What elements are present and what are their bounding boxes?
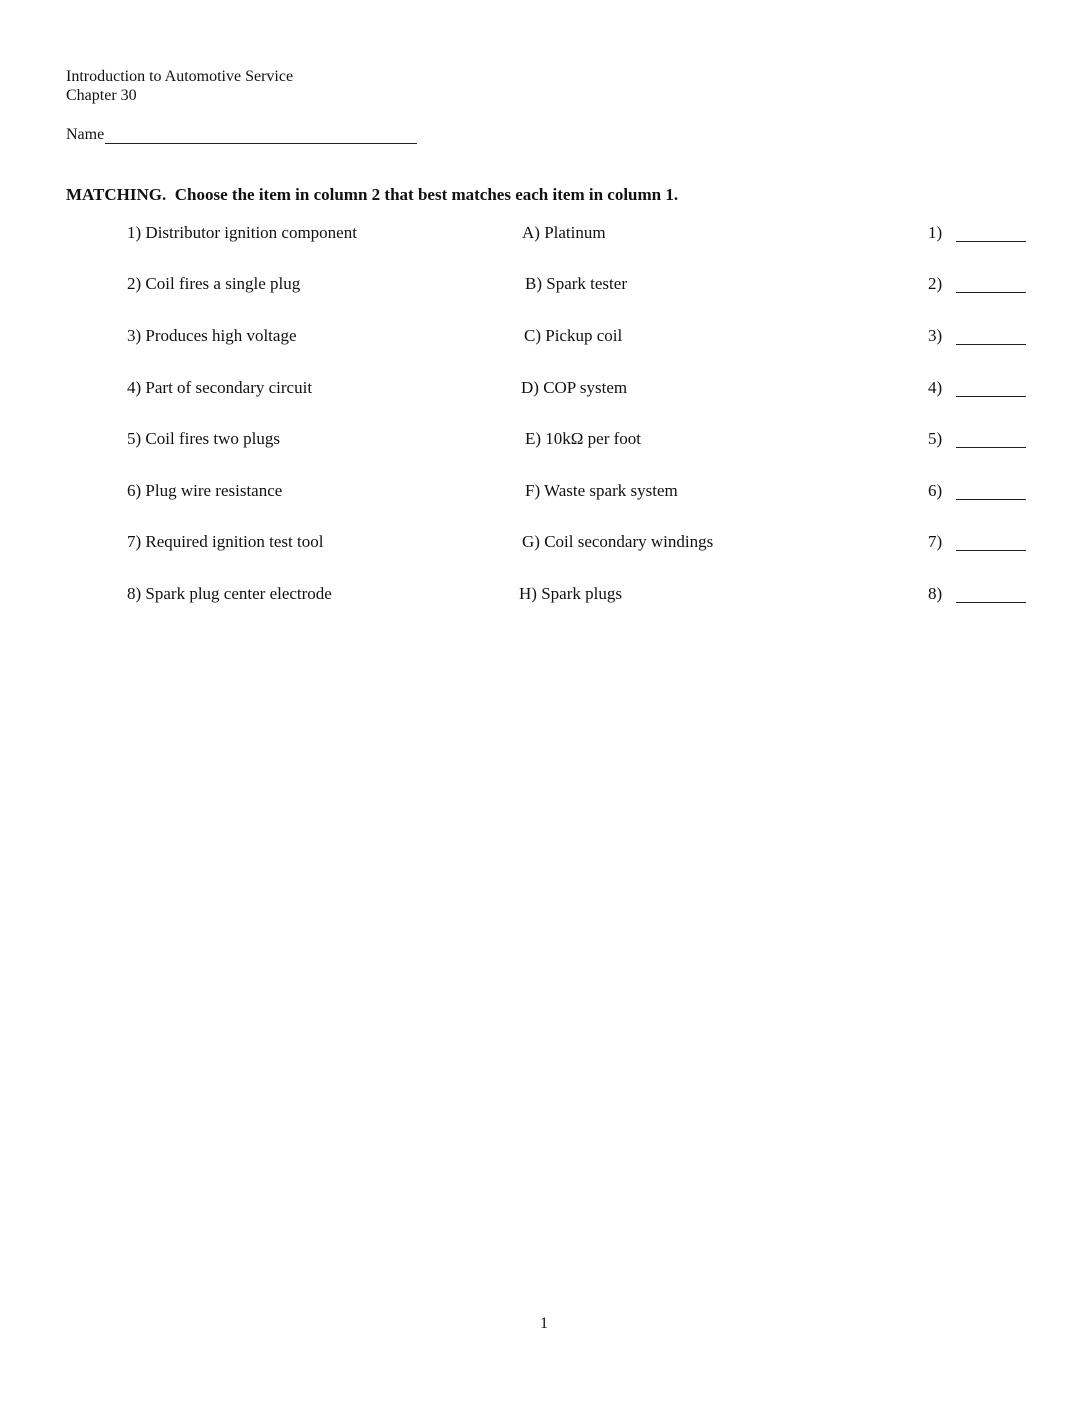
name-field [66,126,417,144]
column1-item: 1) Distributor ignition component [127,223,357,242]
matching-row [0,429,1088,453]
column1-item: 6) Plug wire resistance [127,481,283,500]
answer-blank[interactable] [956,396,1026,397]
column2-item: F) Waste spark system [525,481,678,500]
column2-item: D) COP system [521,378,628,397]
matching-row [0,326,1088,350]
name-label: Name [66,126,105,143]
column1-item: 4) Part of secondary circuit [127,378,313,397]
answer-blank[interactable] [956,602,1026,603]
column2-item: E) 10kΩ per foot [525,429,642,448]
column2-item: B) Spark tester [525,274,627,293]
answer-number: 3) [928,326,943,345]
column1-item: 3) Produces high voltage [127,326,297,345]
matching-row [0,274,1088,298]
page-number: 1 [540,1315,548,1332]
matching-row [0,584,1088,608]
column1-item: 8) Spark plug center electrode [127,584,332,603]
chapter-label: Chapter 30 [66,87,137,104]
column2-item: C) Pickup coil [524,326,623,345]
answer-number: 7) [928,532,943,551]
answer-blank[interactable] [956,499,1026,500]
name-blank[interactable] [105,127,417,144]
answer-blank[interactable] [956,550,1026,551]
column1-item: 5) Coil fires two plugs [127,429,280,448]
column2-item: G) Coil secondary windings [522,532,714,551]
answer-number: 5) [928,429,943,448]
matching-row [0,481,1088,505]
matching-row [0,378,1088,402]
answer-blank[interactable] [956,292,1026,293]
column2-item: H) Spark plugs [519,584,622,603]
answer-number: 6) [928,481,943,500]
course-title: Introduction to Automotive Service [66,68,294,85]
answer-blank[interactable] [956,447,1026,448]
matching-row [0,532,1088,556]
answer-number: 8) [928,584,943,603]
column1-item: 2) Coil fires a single plug [127,274,301,293]
answer-blank[interactable] [956,344,1026,345]
answer-number: 2) [928,274,943,293]
matching-instructions: MATCHING. Choose the item in column 2 that best matches each item in column 1. [66,185,679,204]
answer-number: 1) [928,223,943,242]
answer-number: 4) [928,378,943,397]
column2-item: A) Platinum [522,223,606,242]
matching-row [0,223,1088,247]
answer-blank[interactable] [956,241,1026,242]
column1-item: 7) Required ignition test tool [127,532,324,551]
